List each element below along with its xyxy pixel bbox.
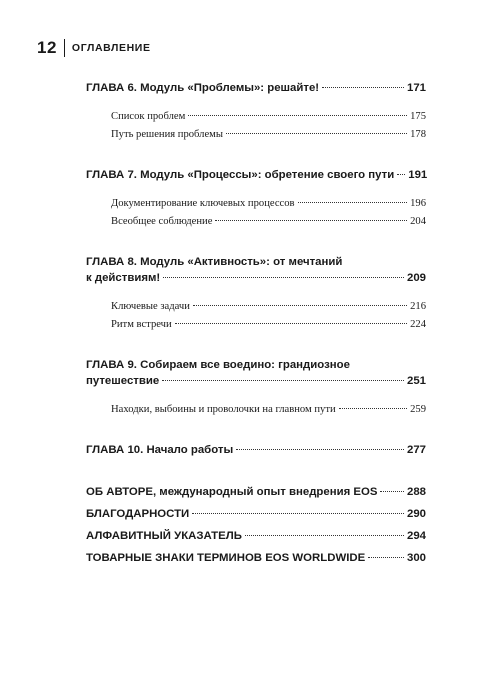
toc-entry-title: ОБ АВТОРЕ, международный опыт внедрения EOS [86, 486, 378, 498]
toc-entry-title: ГЛАВА 10. Начало работы [86, 444, 234, 456]
dot-leader [215, 220, 407, 221]
toc-chapter-7[interactable] [86, 167, 426, 183]
dot-leader [193, 305, 407, 306]
running-title: ОГЛАВЛЕНИЕ [71, 42, 151, 54]
toc-subentry[interactable] [86, 401, 426, 419]
toc-page-number: 216 [410, 301, 426, 312]
toc-page-number: 171 [406, 82, 426, 94]
dot-leader [397, 174, 405, 175]
toc-entry-title: Находки, выбоины и проволочки на главном пути [111, 404, 336, 415]
toc-page-number: 288 [406, 486, 426, 498]
dot-leader [298, 202, 408, 203]
toc-page-number: 294 [406, 530, 426, 542]
dot-leader [245, 535, 404, 536]
toc-entry-title: Путь решения проблемы [111, 129, 223, 140]
toc-chapter-6[interactable] [86, 80, 426, 96]
toc-page-number: 224 [410, 319, 426, 330]
toc-subentry[interactable] [86, 126, 426, 144]
toc-page-number: 204 [410, 216, 426, 227]
toc-page-number: 175 [410, 111, 426, 122]
toc-page-number: 196 [410, 198, 426, 209]
header-divider [64, 39, 65, 57]
toc-entry-title: ТОВАРНЫЕ ЗНАКИ ТЕРМИНОВ EOS WORLDWIDE [86, 552, 366, 564]
dot-leader [380, 491, 404, 492]
toc-subentry[interactable] [86, 108, 426, 126]
toc-entry-title: ГЛАВА 7. Модуль «Процессы»: обретение своего пути [86, 169, 395, 181]
toc-subentry[interactable] [86, 195, 426, 213]
dot-leader [163, 277, 404, 278]
toc-entry-title: БЛАГОДАРНОСТИ [86, 508, 190, 520]
toc-subentry[interactable] [86, 316, 426, 334]
table-of-contents [86, 80, 426, 569]
toc-page-number: 290 [406, 508, 426, 520]
toc-entry-title-line1: ГЛАВА 8. Модуль «Активность»: от мечтаний [86, 256, 343, 268]
running-header [37, 38, 151, 58]
toc-page-number: 209 [406, 272, 426, 284]
toc-acknowledgements[interactable] [86, 503, 426, 525]
toc-entry-title-line2: путешествие [86, 375, 160, 387]
dot-leader [368, 557, 404, 558]
toc-entry-title: Ритм встречи [111, 319, 172, 330]
toc-page-number: 300 [406, 552, 426, 564]
dot-leader [322, 87, 404, 88]
toc-chapter-9[interactable] [86, 357, 426, 389]
toc-trademarks[interactable] [86, 547, 426, 569]
toc-entry-title-line2: к действиям! [86, 272, 161, 284]
toc-entry-title: Документирование ключевых процессов [111, 198, 295, 209]
dot-leader [175, 323, 407, 324]
toc-page-number: 259 [410, 404, 426, 415]
dot-leader [236, 449, 404, 450]
toc-page-number: 277 [406, 444, 426, 456]
page-number: 12 [37, 38, 57, 57]
toc-entry-title: Всеобщее соблюдение [111, 216, 213, 227]
toc-chapter-10[interactable] [86, 442, 426, 458]
toc-subentry[interactable] [86, 298, 426, 316]
toc-page-number: 251 [406, 375, 426, 387]
toc-index[interactable] [86, 525, 426, 547]
dot-leader [339, 408, 407, 409]
toc-entry-title: АЛФАВИТНЫЙ УКАЗАТЕЛЬ [86, 530, 242, 542]
dot-leader [162, 380, 404, 381]
dot-leader [188, 115, 407, 116]
toc-chapter-8[interactable] [86, 254, 426, 286]
toc-page-number: 178 [410, 129, 426, 140]
dot-leader [192, 513, 404, 514]
dot-leader [226, 133, 407, 134]
toc-entry-title: Ключевые задачи [111, 301, 190, 312]
toc-entry-title: ГЛАВА 6. Модуль «Проблемы»: решайте! [86, 82, 320, 94]
toc-entry-title-line1: ГЛАВА 9. Собираем все воедино: грандиозное [86, 359, 350, 371]
toc-about-author[interactable] [86, 481, 426, 503]
toc-subentry[interactable] [86, 213, 426, 231]
toc-entry-title: Список проблем [111, 111, 186, 122]
toc-page-number: 191 [408, 169, 428, 181]
